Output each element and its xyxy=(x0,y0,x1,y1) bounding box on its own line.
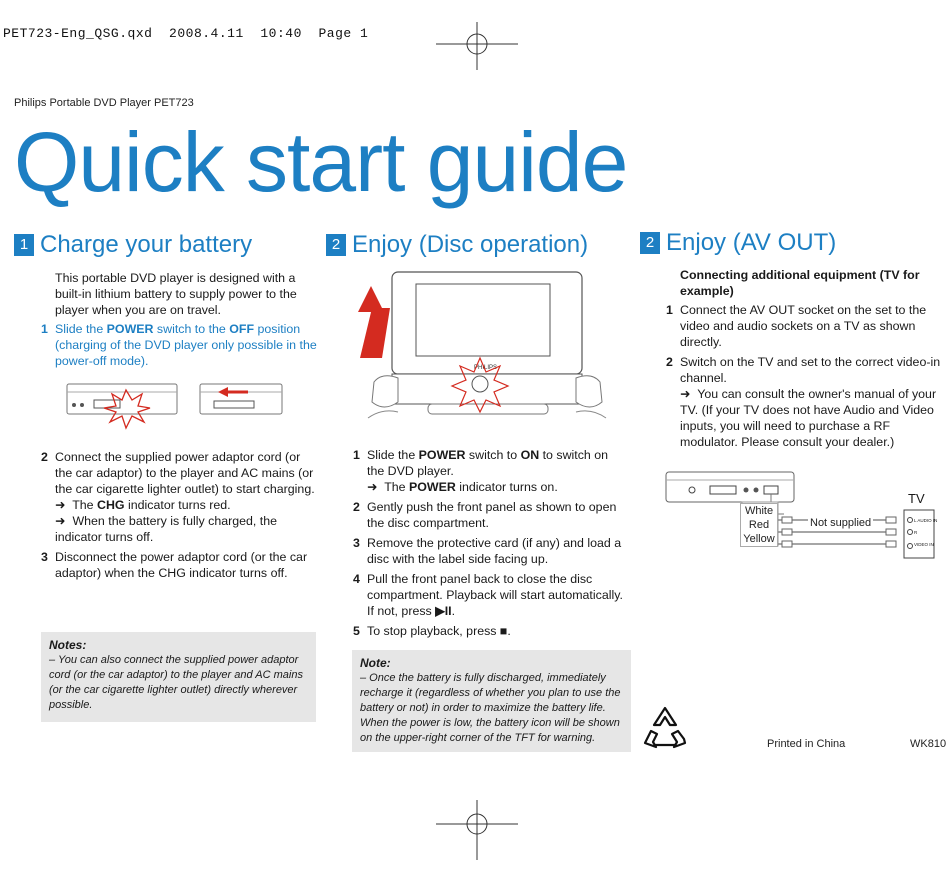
step-text: Slide the xyxy=(55,322,107,336)
socket-label: R xyxy=(914,530,918,535)
disc-step-4 xyxy=(353,571,627,619)
arrow-icon: ➜ xyxy=(680,387,691,401)
step-text: to switch on the DVD player. xyxy=(367,448,609,478)
step-text: Connect the AV OUT socket on the set to the video and audio sockets on a TV as shown directly. xyxy=(680,303,927,349)
cable-label-yellow: Yellow xyxy=(743,533,775,545)
disc-step-3 xyxy=(353,535,627,567)
slug-page: Page 1 xyxy=(318,26,369,41)
step-text: . xyxy=(507,624,511,638)
avout-steps xyxy=(666,302,943,450)
disc-step-2 xyxy=(353,499,627,531)
avout-subtitle: Connecting additional equipment (TV for example) xyxy=(680,268,920,298)
section-title: Enjoy (Disc operation) xyxy=(352,231,589,258)
step-number: 2 xyxy=(353,500,360,514)
section-number: 1 xyxy=(14,234,34,256)
disc-step-5 xyxy=(353,623,627,639)
charge-steps-2-3 xyxy=(41,449,319,581)
step-text: Remove the protective card (if any) and load a disc with the label side facing up. xyxy=(367,536,622,566)
step-number: 1 xyxy=(41,322,48,336)
step-number: 1 xyxy=(666,303,673,317)
product-name: Philips Portable DVD Player PET723 xyxy=(14,97,194,109)
charge-step-1 xyxy=(41,321,319,369)
arrow-icon: ➜ xyxy=(55,514,66,528)
dvd-player-illustration xyxy=(350,266,620,438)
note-box xyxy=(352,650,631,752)
notes-title: Notes: xyxy=(49,638,87,652)
step-text: Slide the xyxy=(367,448,419,462)
step-text: Gently push the front panel as shown to open the disc compartment. xyxy=(367,500,617,530)
step-number: 1 xyxy=(353,448,360,462)
step-keyword: OFF xyxy=(229,322,255,336)
step-keyword: POWER xyxy=(409,480,456,494)
product-code: WK810 xyxy=(910,738,947,750)
slug-file: PET723-Eng_QSG.qxd xyxy=(3,26,153,41)
registration-mark-icon xyxy=(436,800,518,860)
play-pause-icon: ▶II xyxy=(435,604,452,618)
note-title: Note: xyxy=(360,656,391,670)
result-text: The xyxy=(72,498,98,512)
step-keyword: ON xyxy=(520,448,540,462)
power-switch-illustration xyxy=(66,380,286,438)
arrow-icon: ➜ xyxy=(367,480,378,494)
step-number: 3 xyxy=(41,550,48,564)
cable-labels xyxy=(740,503,778,547)
step-text: Connect the supplied power adaptor cord (or the car adaptor) to the player and AC mains (or the car cigarette lighter outlet) to start charging. xyxy=(55,450,315,496)
av-connection-diagram xyxy=(664,470,944,562)
disc-steps xyxy=(353,447,627,639)
recycle-icon xyxy=(640,705,690,751)
section-heading-disc xyxy=(326,231,588,259)
result-text: indicator turns on. xyxy=(455,480,558,494)
step-number: 3 xyxy=(353,536,360,550)
step-keyword: POWER xyxy=(418,448,466,462)
section-number: 2 xyxy=(640,232,660,254)
page-title: Quick start guide xyxy=(14,115,628,209)
disc-step-1 xyxy=(353,447,627,495)
charge-step-2 xyxy=(41,449,319,545)
result-text: indicator turns red. xyxy=(124,498,231,512)
result-text: The xyxy=(384,480,410,494)
brand-label: PHILIPS xyxy=(474,365,498,371)
cable-label-white: White xyxy=(744,505,774,517)
step-text: switch to the xyxy=(153,322,230,336)
step-number: 5 xyxy=(353,624,360,638)
tv-label: TV xyxy=(908,491,925,506)
registration-mark-icon xyxy=(436,22,518,70)
charge-step-3 xyxy=(41,549,319,581)
result-text: When the battery is fully charged, the indicator turns off. xyxy=(55,514,278,544)
step-keyword: POWER xyxy=(106,322,154,336)
step-text: position (charging of the DVD player only possible in the power-off mode). xyxy=(55,322,317,368)
avout-step-1 xyxy=(666,302,943,350)
step-keyword: CHG xyxy=(97,498,125,512)
slug-date: 2008.4.11 xyxy=(169,26,244,41)
section-title: Charge your battery xyxy=(40,231,253,258)
step-text: Disconnect the power adaptor cord (or the car adaptor) when the CHG indicator turns off. xyxy=(55,550,308,580)
step-text: switch to xyxy=(465,448,521,462)
stop-icon: ■ xyxy=(499,624,508,638)
not-supplied-label: Not supplied xyxy=(810,517,872,529)
step-text: Pull the front panel back to close the disc compartment. Playback will start automatically. If not, press xyxy=(367,572,623,618)
printed-in: Printed in China xyxy=(767,738,846,750)
notes-text: – You can also connect the supplied power adaptor cord (or the car adaptor) to the player and AC mains (or the car cigarette lighter outlet) directly wherever possible. xyxy=(49,654,303,711)
socket-label: VIDEO IN xyxy=(914,542,934,547)
note-text: – Once the battery is fully discharged, immediately recharge it (regardless of whether you plan to use the battery or not) in order to maximize the battery life. When the power is low, the battery icon will be shown on the upper-right corner of the TFT for warning. xyxy=(360,672,621,744)
charge-intro: This portable DVD player is designed with a built-in lithium battery to supply power to the player when you are on travel. xyxy=(55,271,297,317)
result-text: You can consult the owner's manual of your TV. (If your TV does not have Audio and Video inputs, you will need to purchase a RF modulator. Please consult your dealer.) xyxy=(680,387,937,449)
step-text: To stop playback, press xyxy=(367,624,500,638)
step-number: 2 xyxy=(41,450,48,464)
step-number: 4 xyxy=(353,572,360,586)
print-slug xyxy=(3,26,368,41)
section-title: Enjoy (AV OUT) xyxy=(666,229,837,256)
cable-label-red: Red xyxy=(748,519,770,531)
arrow-icon: ➜ xyxy=(55,498,66,512)
section-heading-avout xyxy=(640,229,836,257)
notes-box xyxy=(41,632,316,722)
step-text: Switch on the TV and set to the correct video-in channel. xyxy=(680,355,941,385)
step-text: . xyxy=(451,604,456,618)
step-number: 2 xyxy=(666,355,673,369)
socket-label: L AUDIO IN xyxy=(914,518,938,523)
tv-socket-labels xyxy=(914,515,937,551)
section-heading-charge xyxy=(14,231,252,259)
section-number: 2 xyxy=(326,234,346,256)
avout-step-2 xyxy=(666,354,943,450)
slug-time: 10:40 xyxy=(260,26,302,41)
